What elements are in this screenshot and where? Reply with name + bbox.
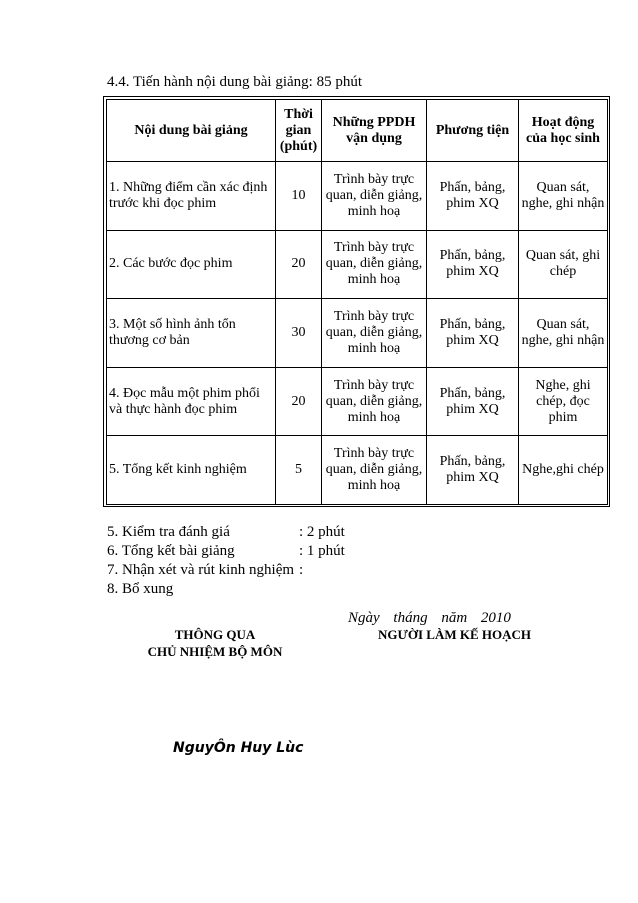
row-means: Phấn, bảng, phim XQ bbox=[427, 367, 519, 436]
signer-name: NguyÔn Huy Lùc bbox=[173, 740, 304, 756]
item-value: : bbox=[299, 562, 304, 578]
table-row bbox=[107, 436, 608, 505]
row-content: 1. Những điểm cần xác định trước khi đọc phim bbox=[107, 162, 276, 231]
row-content: 3. Một số hình ảnh tổn thương cơ bản bbox=[107, 299, 276, 368]
table-row bbox=[107, 299, 608, 368]
section-title: 4.4. Tiến hành nội dung bài giảng: 85 phút bbox=[107, 74, 362, 90]
row-method: Trình bày trực quan, diễn giảng, minh hoạ bbox=[322, 230, 427, 299]
planner-title: NGƯỜI LÀM KẾ HOẠCH bbox=[378, 627, 531, 642]
lesson-plan-table-frame bbox=[103, 96, 610, 507]
row-activity: Quan sát, nghe, ghi nhận bbox=[519, 299, 608, 368]
row-time: 30 bbox=[276, 299, 322, 368]
department-head-title: CHỦ NHIỆM BỘ MÔN bbox=[147, 644, 283, 659]
row-time: 20 bbox=[276, 367, 322, 436]
row-activity: Nghe, ghi chép, đọc phim bbox=[519, 367, 608, 436]
item-value: : 1 phút bbox=[299, 543, 345, 559]
header-method: Những PPDH vận dụng bbox=[322, 100, 427, 162]
row-means: Phấn, bảng, phim XQ bbox=[427, 436, 519, 505]
item-label: 5. Kiểm tra đánh giá bbox=[107, 524, 230, 540]
row-content: 4. Đọc mẫu một phim phổi và thực hành đọc phim bbox=[107, 367, 276, 436]
row-time: 10 bbox=[276, 162, 322, 231]
row-method: Trình bày trực quan, diễn giảng, minh hoạ bbox=[322, 299, 427, 368]
date-line: Ngày tháng năm 2010 bbox=[348, 610, 511, 626]
row-method: Trình bày trực quan, diễn giảng, minh hoạ bbox=[322, 162, 427, 231]
header-content: Nội dung bài giảng bbox=[107, 100, 276, 162]
approval-label: THÔNG QUA bbox=[174, 627, 256, 642]
row-activity: Quan sát, ghi chép bbox=[519, 230, 608, 299]
item-label: 6. Tổng kết bài giảng bbox=[107, 543, 235, 559]
row-method: Trình bày trực quan, diễn giảng, minh hoạ bbox=[322, 436, 427, 505]
row-content: 5. Tổng kết kinh nghiệm bbox=[107, 436, 276, 505]
table-header-row bbox=[107, 100, 608, 162]
row-activity: Nghe,ghi chép bbox=[519, 436, 608, 505]
row-means: Phấn, bảng, phim XQ bbox=[427, 230, 519, 299]
table-row bbox=[107, 367, 608, 436]
row-time: 20 bbox=[276, 230, 322, 299]
lesson-plan-table bbox=[106, 99, 608, 505]
row-means: Phấn, bảng, phim XQ bbox=[427, 162, 519, 231]
item-value: : 2 phút bbox=[299, 524, 345, 540]
table-row bbox=[107, 162, 608, 231]
header-time: Thời gian (phút) bbox=[276, 100, 322, 162]
item-label: 8. Bổ xung bbox=[107, 581, 174, 597]
row-activity: Quan sát, nghe, ghi nhận bbox=[519, 162, 608, 231]
header-means: Phương tiện bbox=[427, 100, 519, 162]
table-row bbox=[107, 230, 608, 299]
row-time: 5 bbox=[276, 436, 322, 505]
header-activity: Hoạt động của học sinh bbox=[519, 100, 608, 162]
row-means: Phấn, bảng, phim XQ bbox=[427, 299, 519, 368]
row-method: Trình bày trực quan, diễn giảng, minh hoạ bbox=[322, 367, 427, 436]
row-content: 2. Các bước đọc phim bbox=[107, 230, 276, 299]
item-label: 7. Nhận xét và rút kinh nghiệm bbox=[107, 562, 295, 578]
